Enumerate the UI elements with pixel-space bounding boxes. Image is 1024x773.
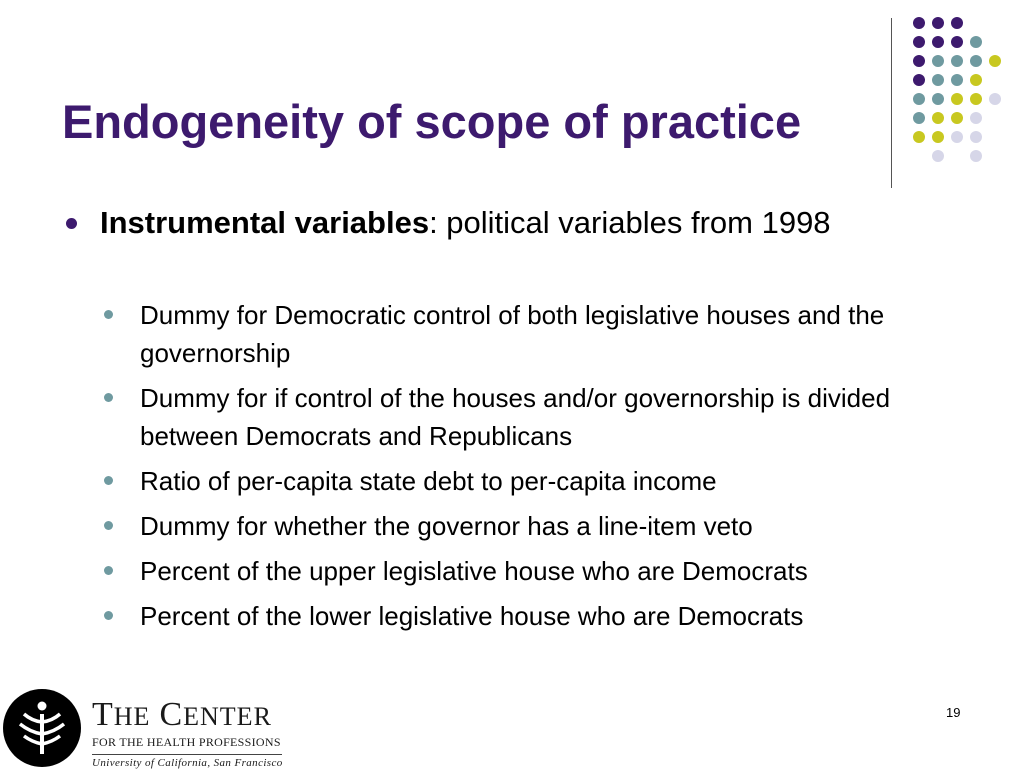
dot [951, 74, 963, 86]
sub-bullet-text: Dummy for if control of the houses and/or governorship is divided between Democrats and Republicans [140, 383, 891, 451]
dot [951, 17, 963, 29]
dot [913, 55, 925, 67]
bullet-marker [104, 566, 113, 575]
bullet-marker [104, 310, 113, 319]
sub-bullet [104, 379, 964, 455]
center-logo-emblem [2, 688, 82, 768]
bullet-marker [104, 521, 113, 530]
center-logo-text [92, 698, 283, 769]
decorative-dot-grid [0, 0, 1024, 200]
sub-bullet-text: Percent of the lower legislative house who are Democrats [140, 601, 804, 631]
dot [913, 131, 925, 143]
dot [932, 150, 944, 162]
dot [913, 112, 925, 124]
sub-bullet [104, 296, 964, 372]
dot [932, 131, 944, 143]
dot [932, 93, 944, 105]
sub-bullet-text: Dummy for whether the governor has a line-item veto [140, 511, 753, 541]
dot [951, 112, 963, 124]
dot [913, 17, 925, 29]
logo-name: THE CENTER [92, 696, 272, 733]
dot [989, 55, 1001, 67]
dot [951, 36, 963, 48]
sub-bullet [104, 597, 964, 635]
dot [970, 93, 982, 105]
dot [970, 55, 982, 67]
sub-bullet-text: Ratio of per-capita state debt to per-capita income [140, 466, 717, 496]
dot [989, 93, 1001, 105]
dot [932, 55, 944, 67]
logo-subtitle: FOR THE HEALTH PROFESSIONS [92, 735, 281, 749]
dot [970, 150, 982, 162]
sub-bullet [104, 552, 964, 590]
sub-bullet-list [104, 296, 964, 642]
bullet-marker [104, 476, 113, 485]
dot [970, 131, 982, 143]
dot [951, 93, 963, 105]
dot [913, 74, 925, 86]
dot [970, 74, 982, 86]
dot [932, 74, 944, 86]
sub-bullet-text: Dummy for Democratic control of both legislative houses and the governorship [140, 300, 885, 368]
sub-bullet-text: Percent of the upper legislative house who are Democrats [140, 556, 808, 586]
bullet-marker [104, 611, 113, 620]
page-number: 19 [946, 705, 961, 720]
dot [913, 93, 925, 105]
dot [913, 36, 925, 48]
dot [932, 36, 944, 48]
slide-title: Endogeneity of scope of practice [62, 95, 802, 148]
logo-rule [92, 754, 282, 755]
sub-bullet [104, 507, 964, 545]
main-bullet-bold: Instrumental variables [100, 205, 430, 240]
sub-bullet [104, 462, 964, 500]
dot [970, 112, 982, 124]
dot [951, 55, 963, 67]
bullet-marker [66, 218, 77, 229]
dot [951, 131, 963, 143]
dot [932, 17, 944, 29]
dot [932, 112, 944, 124]
bullet-marker [104, 393, 113, 402]
main-bullet-text [100, 201, 876, 245]
dot [970, 36, 982, 48]
main-bullet-rest: : political variables from 1998 [429, 205, 831, 240]
logo-university: University of California, San Francisco [92, 757, 283, 769]
main-bullet [66, 201, 876, 245]
